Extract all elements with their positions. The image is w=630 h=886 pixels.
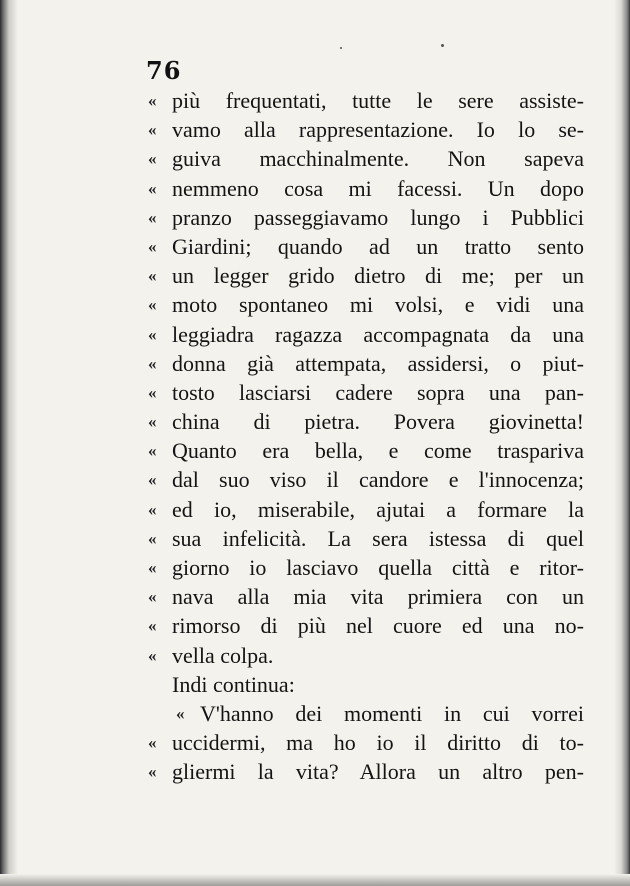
quote-mark: « [148, 266, 157, 286]
text-line [148, 524, 584, 553]
line-text: china di pietra. Povera giovinetta! [172, 409, 584, 435]
page-bottom-edge [0, 874, 630, 886]
line-text: sua infelicità. La sera istessa di quel [172, 525, 584, 551]
line-text: nemmeno cosa mi facessi. Un dopo [172, 175, 584, 201]
text-line [148, 115, 584, 144]
text-line [148, 495, 584, 524]
quote-mark: « [148, 616, 157, 636]
text-line [148, 349, 584, 378]
text-line [148, 232, 584, 261]
line-text: più frequentati, tutte le sere assiste- [172, 88, 584, 113]
quote-mark: « [148, 645, 157, 665]
text-line [148, 553, 584, 582]
line-text: nava alla mia vita primiera con un [172, 584, 584, 610]
text-line [148, 290, 584, 319]
line-text: tosto lasciarsi cadere sopra una pan- [172, 379, 584, 405]
line-text: V'hanno dei momenti in cui vorrei [200, 700, 584, 726]
line-text: un legger grido dietro di me; per un [172, 263, 584, 289]
text-line [148, 86, 584, 115]
page-left-edge [0, 0, 18, 886]
line-text: Quanto era bella, e come traspariva [172, 438, 584, 464]
line-text: giorno io lasciavo quella città e ritor- [172, 555, 584, 580]
quote-mark: « [148, 470, 157, 490]
quote-mark: « [148, 441, 157, 461]
line-text: Indi continua: [172, 671, 295, 697]
text-line [148, 670, 584, 699]
line-text: guiva macchinalmente. Non sapeva [172, 146, 584, 172]
quote-mark: « [148, 295, 157, 315]
text-line [148, 728, 584, 757]
quote-mark: « [148, 91, 157, 110]
text-line [148, 465, 584, 494]
text-line [148, 378, 584, 407]
text-line [148, 436, 584, 465]
text-line [148, 757, 584, 786]
quote-mark: « [148, 207, 157, 227]
quote-mark: « [148, 149, 157, 169]
quote-mark: « [148, 412, 157, 432]
page-right-edge [614, 0, 630, 886]
line-text: dal suo viso il candore e l'innocenza; [172, 467, 584, 493]
text-line [148, 144, 584, 173]
quote-mark: « [148, 178, 157, 198]
text-line [148, 641, 584, 670]
page-number: 76 [146, 56, 182, 85]
text-line [148, 407, 584, 436]
quote-mark: « [148, 382, 157, 402]
text-line [148, 203, 584, 232]
text-line [148, 261, 584, 290]
ink-speck [340, 47, 342, 49]
quote-mark: « [148, 120, 157, 140]
body-text [148, 86, 584, 787]
quote-mark: « [148, 353, 157, 373]
line-text: donna già attempata, assidersi, o piut- [172, 350, 584, 376]
text-line [148, 320, 584, 349]
line-text: moto spontaneo mi volsi, e vidi una [172, 292, 584, 318]
quote-mark: « [148, 324, 157, 344]
quote-mark: « [148, 528, 157, 548]
quote-mark: « [148, 733, 157, 753]
text-line [148, 174, 584, 203]
line-text: uccidermi, ma ho io il diritto di to- [172, 730, 584, 756]
line-text: pranzo passeggiavamo lungo i Pubblici [172, 204, 584, 230]
quote-mark: « [176, 703, 185, 723]
quote-mark: « [148, 558, 157, 577]
line-text: vella colpa. [172, 642, 274, 668]
quote-mark: « [148, 587, 157, 607]
quote-mark: « [148, 762, 157, 782]
line-text: vamo alla rappresentazione. Io lo se- [172, 117, 584, 143]
text-line [148, 611, 584, 640]
ink-speck [441, 44, 444, 47]
quote-mark: « [148, 499, 157, 519]
line-text: Giardini; quando ad un tratto sento [172, 233, 584, 259]
line-text: leggiadra ragazza accompagnata da una [172, 321, 584, 347]
line-text: ed io, miserabile, ajutai a formare la [172, 496, 584, 522]
line-text: gliermi la vita? Allora un altro pen- [172, 759, 584, 785]
text-line [148, 699, 584, 728]
quote-mark: « [148, 236, 157, 256]
line-text: rimorso di più nel cuore ed una no- [172, 613, 584, 639]
text-line [148, 582, 584, 611]
